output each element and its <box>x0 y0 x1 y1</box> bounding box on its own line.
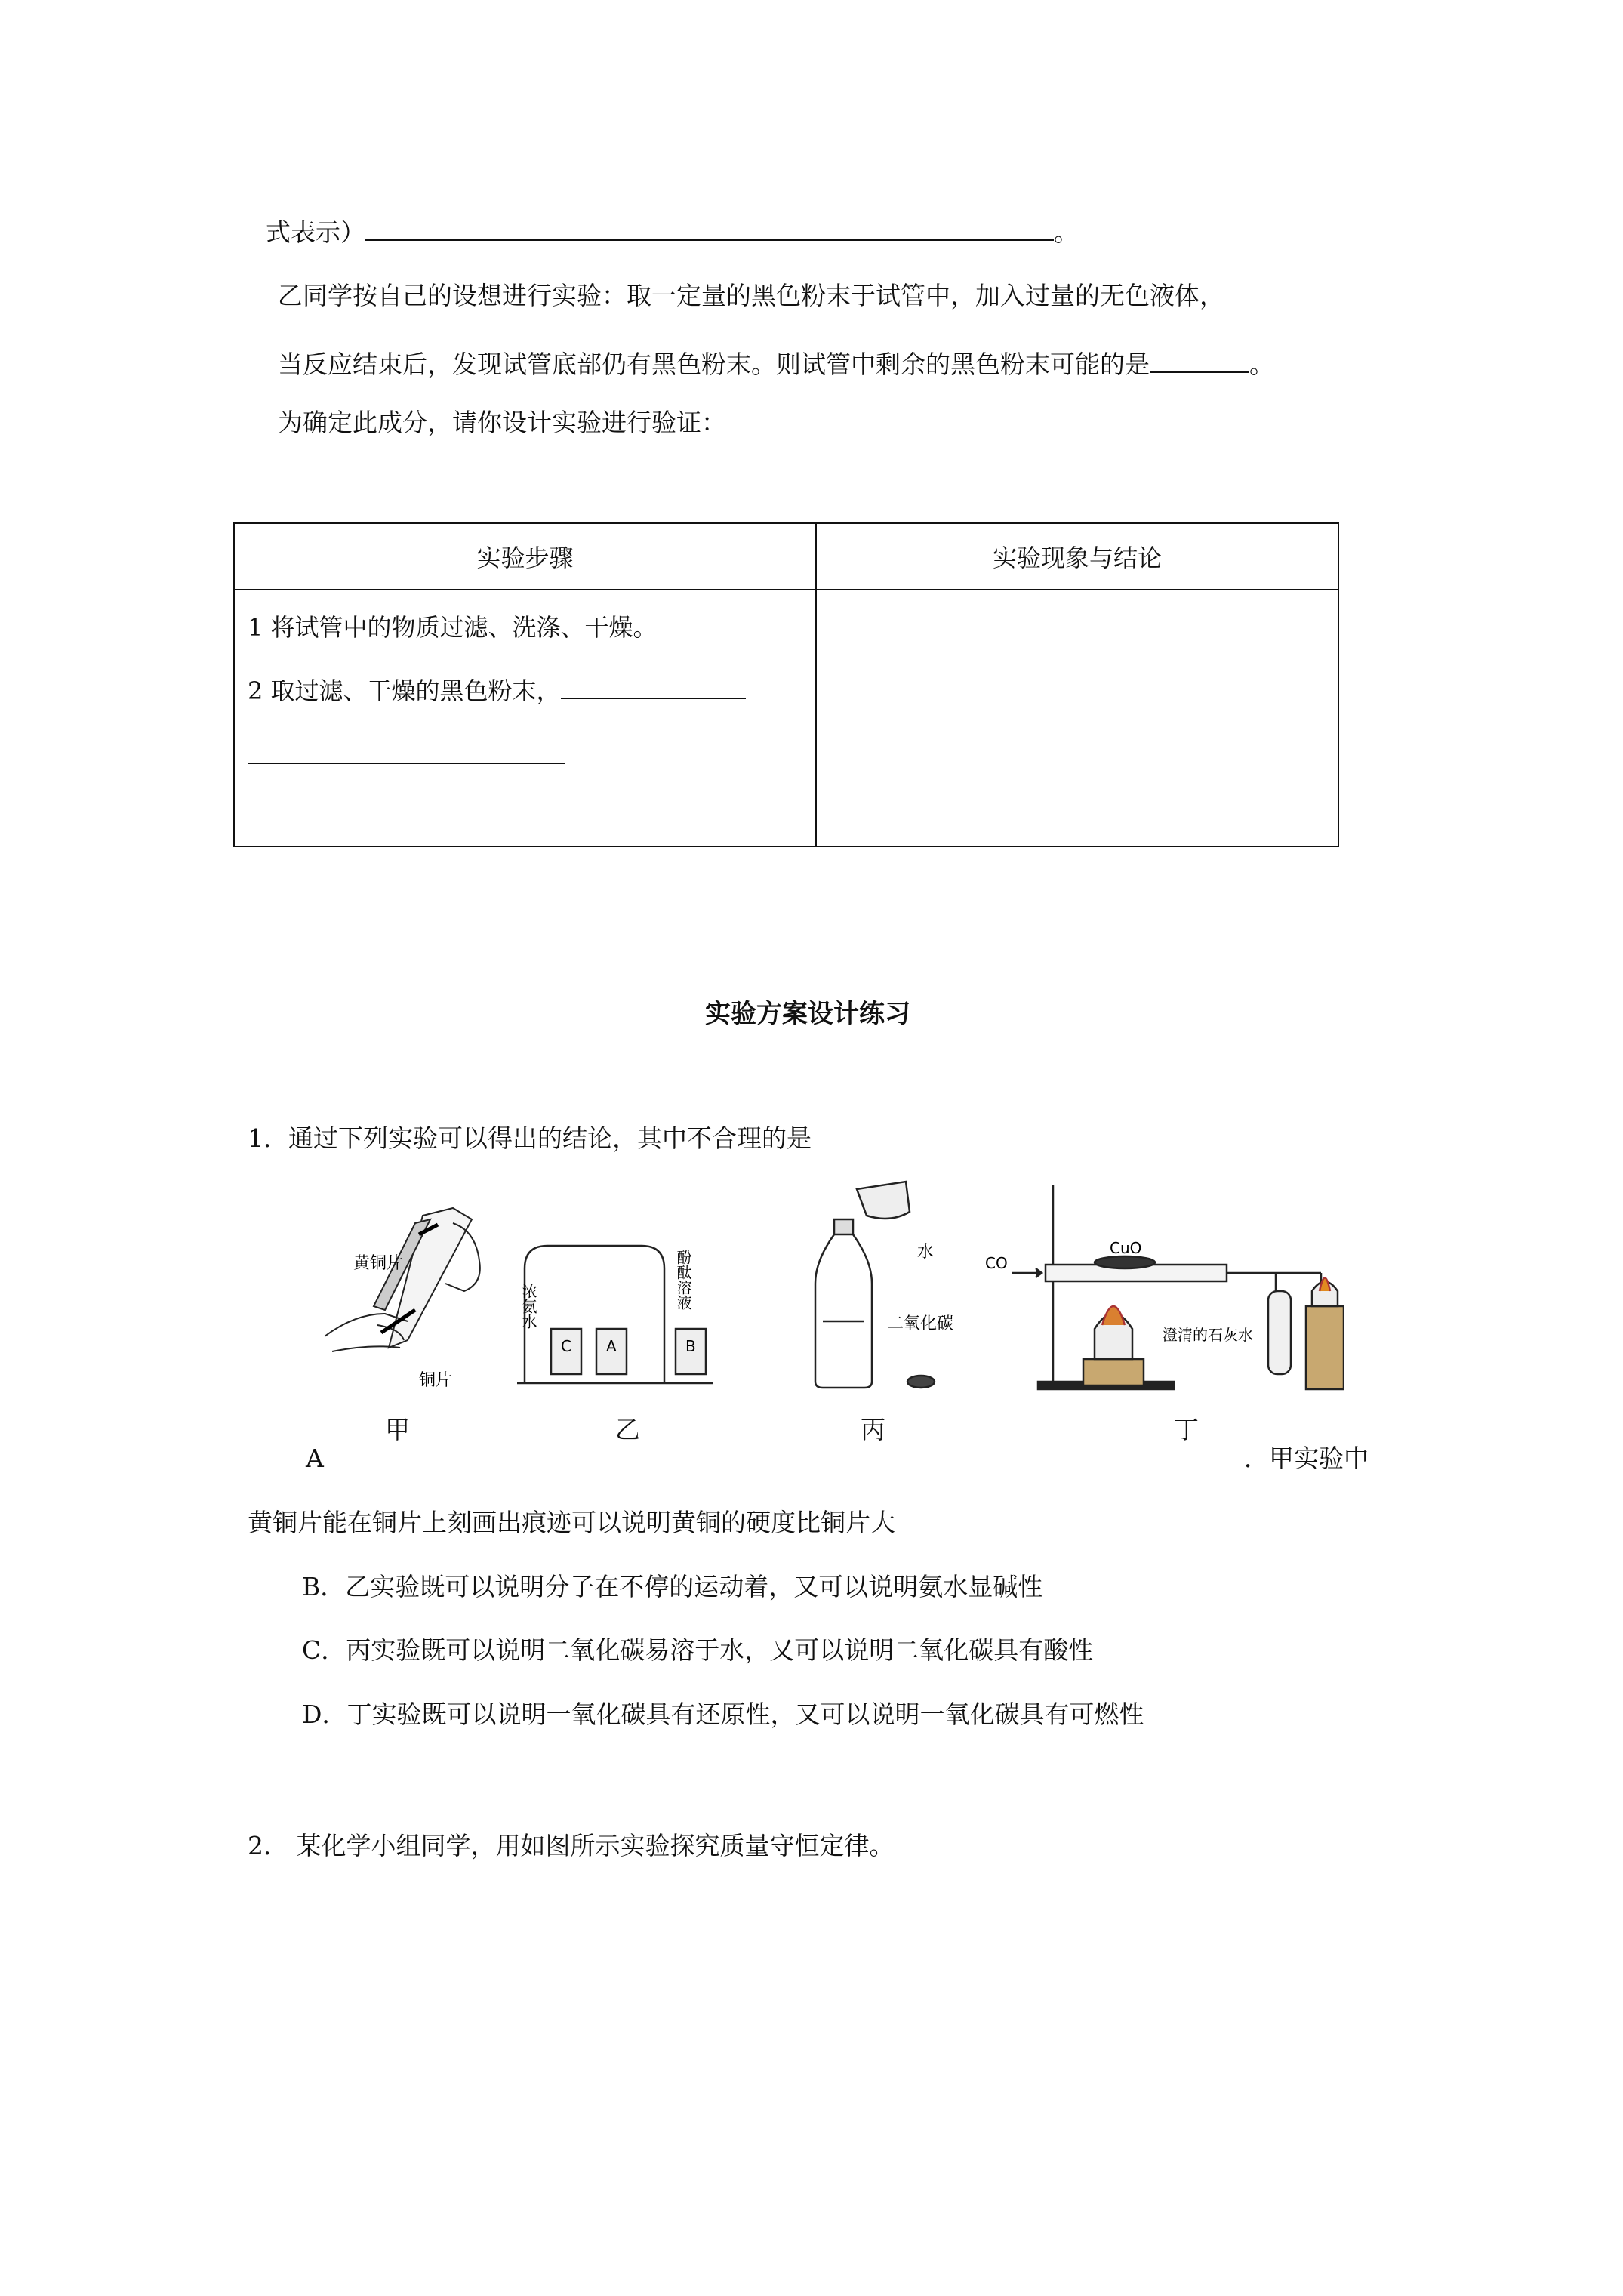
figure-bing-bottle <box>815 1182 935 1388</box>
caption-jia: 甲 <box>385 1415 410 1444</box>
option-b[interactable]: B．乙实验既可以说明分子在不停的运动着，又可以说明氨水显碱性 <box>302 1572 1043 1601</box>
figure-jia-hands <box>325 1208 480 1351</box>
caption-ding: 丁 <box>1174 1415 1199 1444</box>
label-water: 水 <box>917 1243 935 1262</box>
label-beaker-b: B <box>685 1337 696 1355</box>
table-step-2 <box>248 672 746 707</box>
table-header-steps: 实验步骤 <box>234 523 816 590</box>
option-a-continued: 黄铜片能在铜片上刻画出痕迹可以说明黄铜的硬度比铜片大 <box>248 1508 895 1537</box>
table-step-2-text: 2 取过滤、干燥的黑色粉末， <box>248 676 561 705</box>
table-header-results: 实验现象与结论 <box>816 523 1338 590</box>
label-phenolphthalein: 酚酞溶液 <box>674 1250 692 1310</box>
table-cell-results[interactable] <box>816 590 1338 846</box>
para-line-1 <box>266 215 1079 248</box>
label-concentrated-ammonia: 浓氨水 <box>519 1284 537 1329</box>
para-line-3 <box>278 347 1274 380</box>
option-a-tail: ．甲实验中 <box>1244 1444 1369 1473</box>
answer-blank-4[interactable] <box>248 741 565 764</box>
section-title: 实验方案设计练习 <box>705 999 910 1029</box>
option-a-letter: A <box>306 1444 324 1473</box>
para-line-1-suffix: 。 <box>1054 217 1079 247</box>
q1-figure <box>302 1178 1344 1404</box>
caption-bing: 丙 <box>861 1415 885 1444</box>
table-step-1: 1 将试管中的物质过滤、洗涤、干燥。 <box>248 613 658 642</box>
para-line-3-suffix: 。 <box>1249 350 1274 379</box>
label-lime-water: 澄清的石灰水 <box>1163 1326 1253 1344</box>
label-brass-sheet: 黄铜片 <box>353 1254 404 1273</box>
label-beaker-a: A <box>606 1337 617 1355</box>
option-c[interactable]: C．丙实验既可以说明二氧化碳易溶于水，又可以说明二氧化碳具有酸性 <box>302 1635 1094 1665</box>
label-carbon-dioxide: 二氧化碳 <box>887 1314 954 1333</box>
figure-ding-apparatus <box>1012 1185 1344 1389</box>
label-beaker-c: C <box>561 1337 571 1355</box>
answer-blank-2[interactable] <box>1150 347 1249 373</box>
answer-blank-1[interactable] <box>365 215 1054 241</box>
option-d[interactable]: D．丁实验既可以说明一氧化碳具有还原性，又可以说明一氧化碳具有可燃性 <box>302 1700 1144 1729</box>
label-copper-sheet: 铜片 <box>419 1371 453 1390</box>
para-line-4: 为确定此成分，请你设计实验进行验证： <box>278 408 726 437</box>
label-cuo: CuO <box>1110 1239 1142 1257</box>
answer-blank-3[interactable] <box>561 673 746 699</box>
para-line-1-prefix: 式表示） <box>266 217 365 247</box>
q2-stem: 2． 某化学小组同学，用如图所示实验探究质量守恒定律。 <box>248 1831 895 1860</box>
para-line-2: 乙同学按自己的设想进行实验：取一定量的黑色粉末于试管中，加入过量的无色液体， <box>278 281 1224 310</box>
caption-yi: 乙 <box>615 1415 640 1444</box>
q1-stem: 1．通过下列实验可以得出的结论，其中不合理的是 <box>248 1123 812 1153</box>
para-line-3-text: 当反应结束后，发现试管底部仍有黑色粉末。则试管中剩余的黑色粉末可能的是 <box>278 350 1150 379</box>
label-co: CO <box>985 1254 1008 1272</box>
